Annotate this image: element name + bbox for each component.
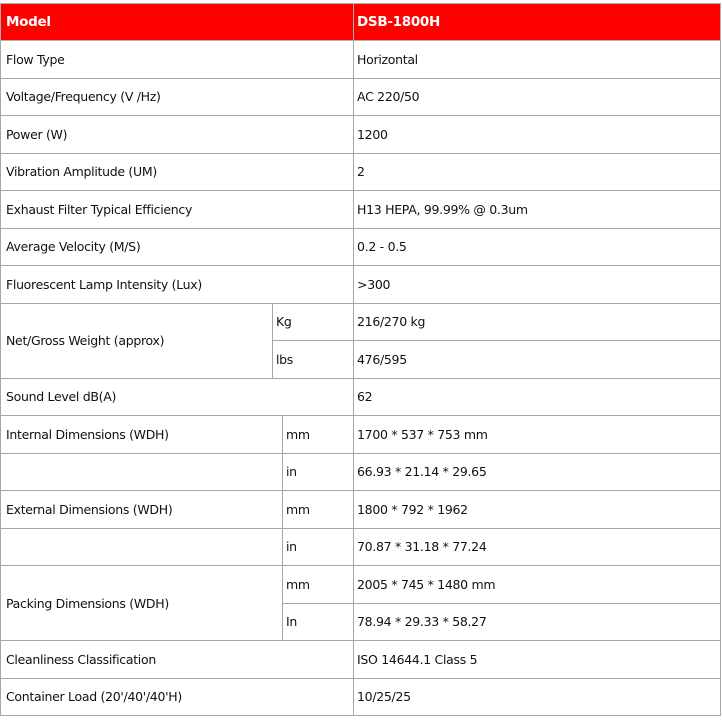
row-value: Horizontal [354, 41, 721, 79]
row-value: 216/270 kg [354, 303, 721, 341]
row-label: Fluorescent Lamp Intensity (Lux) [1, 266, 354, 304]
table-row [1, 153, 721, 191]
table-header-row [1, 4, 721, 41]
table-row [1, 303, 721, 341]
table-row [1, 191, 721, 229]
table-row [1, 78, 721, 116]
row-value: >300 [354, 266, 721, 304]
row-label: Container Load (20'/40'/40'H) [1, 678, 354, 716]
spec-table [0, 3, 721, 716]
row-label: Vibration Amplitude (UM) [1, 153, 354, 191]
row-label-empty [1, 453, 283, 491]
row-label: Internal Dimensions (WDH) [1, 416, 283, 454]
row-value: 70.87 * 31.18 * 77.24 [354, 528, 721, 566]
row-label: Power (W) [1, 116, 354, 154]
unit-label: mm [283, 416, 354, 454]
table-row [1, 678, 721, 716]
table-row [1, 228, 721, 266]
row-value: H13 HEPA, 99.99% @ 0.3um [354, 191, 721, 229]
row-value: 78.94 * 29.33 * 58.27 [354, 603, 721, 641]
row-label: Cleanliness Classification [1, 641, 354, 679]
row-value: 0.2 - 0.5 [354, 228, 721, 266]
row-value: 476/595 [354, 341, 721, 379]
row-label: Exhaust Filter Typical Efficiency [1, 191, 354, 229]
table-row [1, 641, 721, 679]
table-row [1, 453, 721, 491]
table-row [1, 266, 721, 304]
row-value: 2 [354, 153, 721, 191]
unit-label: mm [283, 491, 354, 529]
row-value: 1200 [354, 116, 721, 154]
row-value: 2005 * 745 * 1480 mm [354, 566, 721, 604]
row-label: Net/Gross Weight (approx) [1, 303, 273, 378]
unit-label: Kg [273, 303, 354, 341]
table-row [1, 528, 721, 566]
table-row [1, 378, 721, 416]
row-value: 66.93 * 21.14 * 29.65 [354, 453, 721, 491]
row-value: 1800 * 792 * 1962 [354, 491, 721, 529]
row-label: Average Velocity (M/S) [1, 228, 354, 266]
row-value: 10/25/25 [354, 678, 721, 716]
table-row [1, 41, 721, 79]
table-row [1, 566, 721, 604]
unit-label: lbs [273, 341, 354, 379]
row-label: Voltage/Frequency (V /Hz) [1, 78, 354, 116]
row-label: Sound Level dB(A) [1, 378, 354, 416]
table-row [1, 116, 721, 154]
row-value: ISO 14644.1 Class 5 [354, 641, 721, 679]
unit-label: In [283, 603, 354, 641]
row-value: 1700 * 537 * 753 mm [354, 416, 721, 454]
unit-label: in [283, 528, 354, 566]
unit-label: in [283, 453, 354, 491]
row-label: Packing Dimensions (WDH) [1, 566, 283, 641]
header-model-value: DSB-1800H [354, 4, 721, 41]
row-value: 62 [354, 378, 721, 416]
table-row [1, 491, 721, 529]
row-label: External Dimensions (WDH) [1, 491, 283, 529]
unit-label: mm [283, 566, 354, 604]
header-label: Model [1, 4, 354, 41]
row-label: Flow Type [1, 41, 354, 79]
row-value: AC 220/50 [354, 78, 721, 116]
row-label-empty [1, 528, 283, 566]
table-row [1, 416, 721, 454]
